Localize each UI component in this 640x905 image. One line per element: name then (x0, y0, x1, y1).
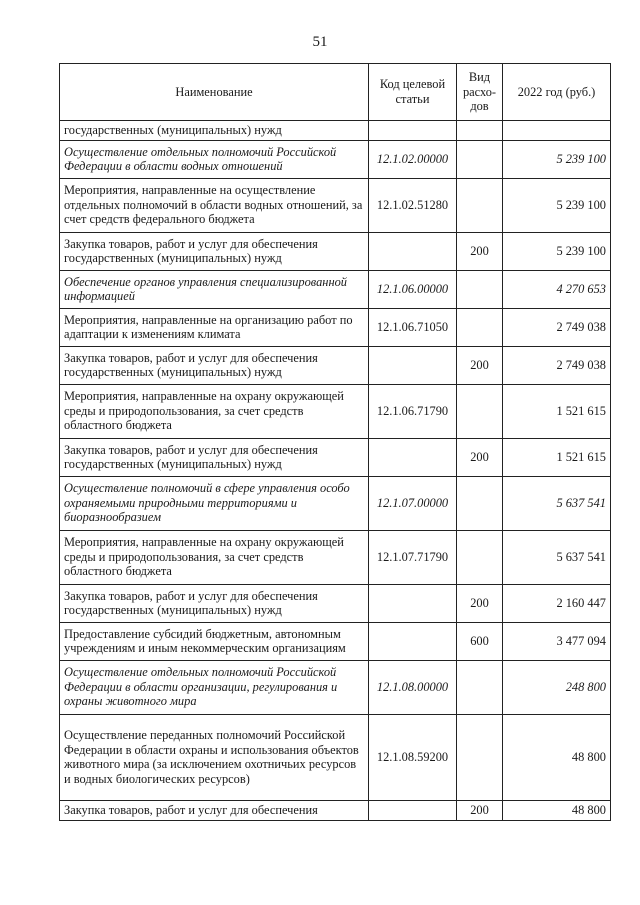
row-code-cell: 12.1.06.00000 (369, 270, 457, 308)
row-code-cell: 12.1.02.00000 (369, 140, 457, 178)
row-code-cell: 12.1.07.71790 (369, 530, 457, 584)
row-amount-cell: 1 521 615 (503, 384, 611, 438)
row-kind-cell: 200 (457, 438, 503, 476)
row-kind-cell (457, 270, 503, 308)
table-row (60, 121, 611, 141)
row-kind-cell: 200 (457, 584, 503, 622)
row-name-cell: Осуществление переданных полномочий Российской Федерации в области охраны и использования объектов животного мира (за исключением охотничьих ресурсов и водных биологических ресурсов) (60, 714, 369, 800)
table-body (60, 121, 611, 821)
row-name-cell: Осуществление отдельных полномочий Российской Федерации в области водных отношений (60, 140, 369, 178)
row-amount-cell: 4 270 653 (503, 270, 611, 308)
table-row (60, 232, 611, 270)
table-row (60, 346, 611, 384)
row-name-cell: Закупка товаров, работ и услуг для обеспечения государственных (муниципальных) нужд (60, 232, 369, 270)
row-kind-cell: 600 (457, 622, 503, 660)
header-name: Наименование (60, 64, 369, 121)
row-name-cell: Обеспечение органов управления специализированной информацией (60, 270, 369, 308)
row-amount-cell: 2 749 038 (503, 308, 611, 346)
row-amount-cell: 5 239 100 (503, 140, 611, 178)
row-kind-cell (457, 308, 503, 346)
row-name-cell: Мероприятия, направленные на охрану окружающей среды и природопользования, за счет средств областного бюджета (60, 384, 369, 438)
row-kind-cell: 200 (457, 800, 503, 820)
table-row (60, 476, 611, 530)
row-amount-cell: 5 239 100 (503, 232, 611, 270)
row-code-cell (369, 622, 457, 660)
row-kind-cell: 200 (457, 346, 503, 384)
row-amount-cell: 1 521 615 (503, 438, 611, 476)
row-code-cell: 12.1.02.51280 (369, 178, 457, 232)
row-amount-cell (503, 121, 611, 141)
row-name-cell: Предоставление субсидий бюджетным, автономным учреждениям и иным некоммерческим организациям (60, 622, 369, 660)
row-kind-cell (457, 384, 503, 438)
row-name-cell: государственных (муниципальных) нужд (60, 121, 369, 141)
row-code-cell (369, 121, 457, 141)
row-amount-cell: 5 239 100 (503, 178, 611, 232)
row-code-cell: 12.1.08.00000 (369, 660, 457, 714)
row-name-cell: Закупка товаров, работ и услуг для обеспечения (60, 800, 369, 820)
budget-table (59, 63, 611, 821)
row-kind-cell: 200 (457, 232, 503, 270)
row-name-cell: Мероприятия, направленные на организацию работ по адаптации к изменениям климата (60, 308, 369, 346)
table-row (60, 800, 611, 820)
row-kind-cell (457, 530, 503, 584)
row-kind-cell (457, 476, 503, 530)
table-row (60, 384, 611, 438)
row-name-cell: Закупка товаров, работ и услуг для обеспечения государственных (муниципальных) нужд (60, 346, 369, 384)
row-code-cell: 12.1.06.71050 (369, 308, 457, 346)
row-name-cell: Мероприятия, направленные на охрану окружающей среды и природопользования, за счет средств областного бюджета (60, 530, 369, 584)
row-code-cell (369, 438, 457, 476)
table-row (60, 270, 611, 308)
row-name-cell: Осуществление отдельных полномочий Российской Федерации в области организации, регулирования и охраны животного мира (60, 660, 369, 714)
row-kind-cell (457, 714, 503, 800)
row-code-cell: 12.1.08.59200 (369, 714, 457, 800)
row-amount-cell: 48 800 (503, 714, 611, 800)
table-row (60, 308, 611, 346)
row-code-cell (369, 800, 457, 820)
row-amount-cell: 3 477 094 (503, 622, 611, 660)
table-row (60, 622, 611, 660)
row-code-cell: 12.1.06.71790 (369, 384, 457, 438)
row-code-cell (369, 346, 457, 384)
table-row (60, 438, 611, 476)
row-amount-cell: 5 637 541 (503, 530, 611, 584)
row-kind-cell (457, 121, 503, 141)
header-amount: 2022 год (руб.) (503, 64, 611, 121)
table-row (60, 140, 611, 178)
row-name-cell: Мероприятия, направленные на осуществление отдельных полномочий в области водных отношений, за счет средств федерального бюджета (60, 178, 369, 232)
table-row (60, 660, 611, 714)
row-name-cell: Закупка товаров, работ и услуг для обеспечения государственных (муниципальных) нужд (60, 438, 369, 476)
row-amount-cell: 2 160 447 (503, 584, 611, 622)
table-row (60, 530, 611, 584)
table-row (60, 714, 611, 800)
row-amount-cell: 48 800 (503, 800, 611, 820)
row-kind-cell (457, 660, 503, 714)
row-amount-cell: 2 749 038 (503, 346, 611, 384)
row-amount-cell: 248 800 (503, 660, 611, 714)
table-row (60, 178, 611, 232)
row-amount-cell: 5 637 541 (503, 476, 611, 530)
header-row (60, 64, 611, 121)
row-kind-cell (457, 178, 503, 232)
header-kind: Вид расхо-дов (457, 64, 503, 121)
row-name-cell: Закупка товаров, работ и услуг для обеспечения государственных (муниципальных) нужд (60, 584, 369, 622)
row-code-cell: 12.1.07.00000 (369, 476, 457, 530)
table-header (60, 64, 611, 121)
header-code: Код целевой статьи (369, 64, 457, 121)
table-row (60, 584, 611, 622)
page-number: 51 (312, 34, 328, 50)
row-code-cell (369, 232, 457, 270)
row-name-cell: Осуществление полномочий в сфере управления особо охраняемыми природными территориями и биоразнообразием (60, 476, 369, 530)
row-code-cell (369, 584, 457, 622)
row-kind-cell (457, 140, 503, 178)
